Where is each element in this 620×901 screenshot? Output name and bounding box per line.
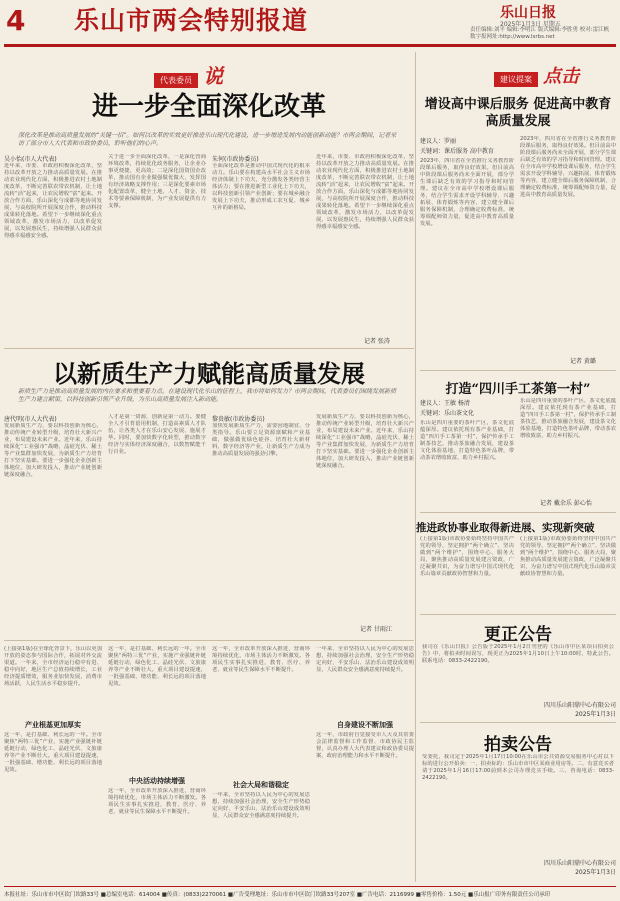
notice-1-org: 四川乐山阳鼎中心有限公司 xyxy=(543,702,616,709)
article-1-text-2: 关于进一步全面深化改革，一是深化营商环境改革，持续优化政务服务，让企业办事更便捷、更高效；二是深化国资国企改革，推动国有企业做强做优做大，发挥国有经济战略支撑作用；三是深化要素市场化配置改革，健全土地、人才、资金、技术等要素保障机制，为产业发展提供有力支撑。 xyxy=(108,154,206,209)
section-tag-label: 代表委员 xyxy=(154,73,198,88)
masthead-rule xyxy=(4,44,616,47)
column-divider xyxy=(415,52,416,882)
website-line[interactable]: 数字报网址:http://www.lsrbs.net xyxy=(470,34,555,40)
article-1-author-1: 吴小怡(市人大代表) xyxy=(4,156,57,163)
article-2-text-1: 发展新质生产力，要以科技创新为核心，推动传统产业转型升级，培育壮大新兴产业，布局建设未来产业。近年来，乐山持续深化“工业强市”战略，晶硅光伏、稀土等产业集群加快发展，为新质生产力培育打下坚实基础。要进一步强化企业创新主体地位，加大研发投入，推动产业链创新链深度融合。 xyxy=(4,423,102,478)
page-number: 4 xyxy=(6,4,26,37)
proposal-tag-big: 点击 xyxy=(543,66,580,87)
proposal-1-text-1: 2023年，四川省在全省推行义务教育阶段课后服务，取得良好效果。但目前高中阶段课后服务尚未全面开展，部分学生课后缺乏有效的学习指导和时间管理。建议在全市高中学校增设课后服务，结合学生需求开设学科辅导、兴趣拓展、体育锻炼等内容，建立健全课后服务保障机制，合理确定收费标准，统筹调配师资力量，促进高中教育高质量发展。 xyxy=(420,158,514,227)
notice-2-org: 四川乐山阳鼎中心有限公司 xyxy=(543,860,616,867)
article-3-subhead-4: 自身建设不断加强 xyxy=(337,721,393,729)
article-3-subhead-3: 社会大局和谐稳定 xyxy=(233,781,289,789)
notice-1-date: 2025年1月3日 xyxy=(575,711,616,718)
article-1-author-2: 朱何(市政协委员) xyxy=(212,156,259,163)
article-1-signature: 记者 张涛 xyxy=(364,338,390,345)
article-2-text-4: 发展新质生产力，要以科技创新为核心，推动传统产业转型升级，培育壮大新兴产业，布局建设未来产业。近年来，乐山持续深化“工业强市”战略，晶硅光伏、稀土等产业集群加快发展，为新质生产力培育打下坚实基础。要进一步强化企业创新主体地位，加大研发投入，推动产业链创新链深度融合。 xyxy=(316,414,414,469)
editor-credits xyxy=(470,27,616,41)
proposal-2-text-2: 乐山是四川重要的茶叶产区，茶文化底蕴深厚。建议依托现有茶产业基础，打造“四川手工茶第一村”，保护传承手工制茶技艺，推动茶旅融合发展，建设茶文化体验基地，打造特色茶叶品牌，带动茶农增收致富，助力乡村振兴。 xyxy=(520,398,616,439)
section-divider xyxy=(420,722,616,723)
article-2-text-3: 加快发展新质生产力，需要因地制宜、分类指导。乐山要立足资源禀赋和产业基础，做强做优绿色硅谷、培育壮大新材料、数字经济等产业，让新质生产力成为推动高质量发展的强劲引擎。 xyxy=(212,423,310,457)
article-3-text-7: 一年来，全市坚持以人民为中心的发展思想，持续加强社会治理，安全生产形势稳定向好，平安乐山、法治乐山建设成效明显，人民群众安全感满意度持续提升。 xyxy=(316,646,414,673)
proposal-1-proposer: 建议人：罗丽 xyxy=(420,138,457,145)
article-1-text-1: 近年来，市委、市政府积极深化改革，坚持以改革开放之力推动高质量发展。在推动农业现代化方面，积极推进农村土地制度改革，不断完善联农带农机制，让土地流转“活”起来，让农民增收“富”起来。开放合作方面，乐山深化与成都等地协同发展，与高校院所开展深度合作，推动科技成果转化落地。希望下一步继续深化重点领域改革，激发市场活力，以改革促发展，以发展惠民生，持续增强人民群众获得感幸福感安全感。 xyxy=(4,163,102,239)
article-3-text-6: 一年来，全市坚持以人民为中心的发展思想，持续加强社会治理，安全生产形势稳定向好，平安乐山、法治乐山建设成效明显，人民群众安全感满意度持续提升。 xyxy=(212,792,310,819)
article-1-title: 进一步全面深化改革 xyxy=(91,92,326,122)
article-3-subhead-1: 产业根基更加厚实 xyxy=(25,721,81,729)
publication-date: 2025年1月3日 星期五 xyxy=(500,21,561,28)
article-1-lead: 深化改革是推动高质量发展的“关键一招”。如何以改革的实效更好推进乐山现代化建设，进一步增进发展内动能创新动能？市两会期间，记者采访了部分市人大代表和市政协委员，聆听他们的心声。 xyxy=(18,132,397,147)
article-3-text-1: (上接第1版)在全球化背景下，乐山以更加开放的姿态参与国际合作，拓展对外交流渠道。一年来，全市经济运行稳中有进、稳中向好，地区生产总值持续增长，工业经济提质增效，服务业加快发展，消费市场活跃，人民生活水平稳步提升。 xyxy=(4,646,102,687)
masthead xyxy=(0,0,620,44)
notice-2-date: 2025年1月3日 xyxy=(575,869,616,876)
left-section xyxy=(4,52,414,882)
notice-2-title: 拍卖公告 xyxy=(484,735,552,755)
article-3-text-4: 这一年，全市改革开放深入推进，营商环境持续优化，市场主体活力不断激发。各项民生实事扎实推进，教育、医疗、养老、就业等民生保障水平不断提升。 xyxy=(108,788,206,815)
footer-info: 本报社址：乐山市市中区钦门坎路33号 ■总编室电话：614004 ■传真：(0833)2270061 ■广告受理地址：乐山市市中区钦门坎路33号207室 ■广告电话：2116999 ■零售价格：1.50元 ■乐山报广印务有限责任公司承印 xyxy=(4,886,616,898)
proposal-2-text-1: 乐山是四川重要的茶叶产区，茶文化底蕴深厚。建议依托现有茶产业基础，打造“四川手工茶第一村”，保护传承手工制茶技艺，推动茶旅融合发展，建设茶文化体验基地，打造特色茶叶品牌，带动茶农增收致富，助力乡村振兴。 xyxy=(420,420,514,461)
notice-2-body: 受委托，我司定于2025年1月17日10:00在乐山市公共资源交易服务中心对以下标的进行公开拍卖：一、拍卖标的：乐山市市中区某商业用房等。二、有意竞买者请于2025年1月16日17:00前到本公司办理竞买手续。三、咨询电话：0833-2422190。 xyxy=(422,754,614,781)
section-tag xyxy=(154,60,223,89)
proposal-1-signature: 记者 黄璐 xyxy=(570,358,596,365)
proposal-2-body xyxy=(420,398,616,508)
section-tag-big: 说 xyxy=(203,64,224,88)
article-2-signature: 记者 甘雨江 xyxy=(360,626,392,633)
section-divider xyxy=(420,512,616,513)
article-3-text-5: 这一年，全市改革开放深入推进，营商环境持续优化，市场主体活力不断激发。各项民生实事扎实推进，教育、医疗、养老、就业等民生保障水平不断提升。 xyxy=(212,646,310,673)
article-3-subhead-2: 中央活动持续增强 xyxy=(129,777,185,785)
article-3-text-2: 这一年，是打基础、利长远的一年。全市聚焦“两特三优”产业，实施产业强链补链延链行动，绿色化工、晶硅光伏、文旅康养等产业不断壮大。重大项目建设提速，一批强基础、增功能、利长远的项目落地见效。 xyxy=(4,732,102,773)
right-section xyxy=(416,52,616,882)
section-divider xyxy=(4,640,414,641)
newspaper-logo: 乐山日报 xyxy=(500,5,556,21)
section-divider xyxy=(420,614,616,615)
article-3-body xyxy=(4,646,414,882)
proposal-2-signature: 记者 戴余乐 彭心怡 xyxy=(540,500,592,507)
article-3-text-3: 这一年，是打基础、利长远的一年。全市聚焦“两特三优”产业，实施产业强链补链延链行动，绿色化工、晶硅光伏、文旅康养等产业不断壮大。重大项目建设提速，一批强基础、增功能、利长远的项目落地见效。 xyxy=(108,646,206,687)
editor-line: 责任编辑:刘平 编辑:李明江 版式编辑:李胜勇 校对:雷江帆 xyxy=(470,27,610,33)
notice-1-title: 更正公告 xyxy=(484,625,552,645)
article-3-text-8: 这一年，市政府自觉接受市人大及其常委会法律监督和工作监督、市政协民主监督，认真办理人大代表建议和政协委员提案，政府治理能力和水平不断提升。 xyxy=(316,732,414,759)
article-2-text-2: 人才是第一资源，创新是第一动力。要健全人才引育留用机制，打造高素质人才队伍，让各类人才在乐山安心发展、施展才华。同时，要加快数字化转型，推动数字经济与实体经济深度融合，以数智赋能千行百业。 xyxy=(108,414,206,455)
article-1-text-3: 全面深化改革是推动中国式现代化的根本动力。乐山要在构建高水平社会主义市场经济体制上下功夫，充分激发各类经营主体活力；要在推进新型工业化上下功夫，以科技创新引领产业创新；要在城乡融合发展上下功夫，推动形成工农互促、城乡互补的新格局。 xyxy=(212,163,310,211)
article-2-lead: 新质生产力是推动高质量发展的内在要求和重要着力点。在建设现代化乐山的征程上，我市将如何发力？市两会期间，代表委员们围绕发展新质生产力建言献策，以科技创新引领产业升级，为乐山高质量发展注入新动能。 xyxy=(18,388,397,403)
section-divider xyxy=(4,348,414,349)
proposal-tag xyxy=(494,62,579,88)
proposal-2-keywords: 关键词：乐山茶文化 xyxy=(420,410,475,417)
article-4-text-1: (上接第1版)市政协要始终坚持中国共产党的领导，坚定拥护“两个确立”、坚决做到“两个维护”，围绕中心、服务大局，聚焦推动高质量发展建言资政，广泛凝聚共识，为奋力谱写中国式现代化乐山篇章贡献政协智慧和力量。 xyxy=(420,536,514,577)
section-divider xyxy=(420,370,616,371)
article-2-author-1: 唐代明(市人大代表) xyxy=(4,416,57,423)
article-1-text-4: 近年来，市委、市政府积极深化改革，坚持以改革开放之力推动高质量发展。在推动农业现代化方面，积极推进农村土地制度改革，不断完善联农带农机制，让土地流转“活”起来，让农民增收“富”起来。开放合作方面，乐山深化与成都等地协同发展，与高校院所开展深度合作，推动科技成果转化落地。希望下一步继续深化重点领域改革，激发市场活力，以改革促发展，以发展惠民生，持续增强人民群众获得感幸福感安全感。 xyxy=(316,154,414,230)
proposal-2-title: 打造“四川手工茶第一村” xyxy=(445,382,591,397)
article-2-body xyxy=(4,414,414,636)
proposal-1-body xyxy=(420,136,616,366)
proposal-1-keywords: 关键词：课后服务 高中教育 xyxy=(420,148,494,155)
article-1-body xyxy=(4,154,414,344)
proposal-1-title: 增设高中课后服务 促进高中教育高质量发展 xyxy=(424,97,612,129)
article-2-title: 以新质生产力赋能高质量发展 xyxy=(53,359,365,388)
article-4-title: 推进政协事业取得新进展、实现新突破 xyxy=(416,522,595,534)
article-4-text-2: (上接第1版)市政协要始终坚持中国共产党的领导，坚定拥护“两个确立”、坚决做到“两个维护”，围绕中心、服务大局，聚焦推动高质量发展建言资政，广泛凝聚共识，为奋力谱写中国式现代化乐山篇章贡献政协智慧和力量。 xyxy=(520,536,616,577)
article-2-author-2: 黎贵敏(市政协委员) xyxy=(212,416,265,423)
proposal-tag-label: 建议提案 xyxy=(494,72,538,87)
proposal-1-text-2: 2023年，四川省在全省推行义务教育阶段课后服务，取得良好效果。但目前高中阶段课后服务尚未全面开展，部分学生课后缺乏有效的学习指导和时间管理。建议在全市高中学校增设课后服务，结合学生需求开设学科辅导、兴趣拓展、体育锻炼等内容，建立健全课后服务保障机制，合理确定收费标准，统筹调配师资力量，促进高中教育高质量发展。 xyxy=(520,136,616,198)
proposal-2-proposer: 建议人：王敏 杨清 xyxy=(420,400,470,407)
notice-1-body: 我司在《乐山日报》公告版于2025年1月2日刊登的《乐山市中区某项目拍卖公告》中，将拍卖时间误写，现更正为2025年1月10日上午10:00时，特此公告。联系电话：0833-2422190。 xyxy=(422,644,614,664)
page-title: 乐山市两会特别报道 xyxy=(74,6,309,35)
